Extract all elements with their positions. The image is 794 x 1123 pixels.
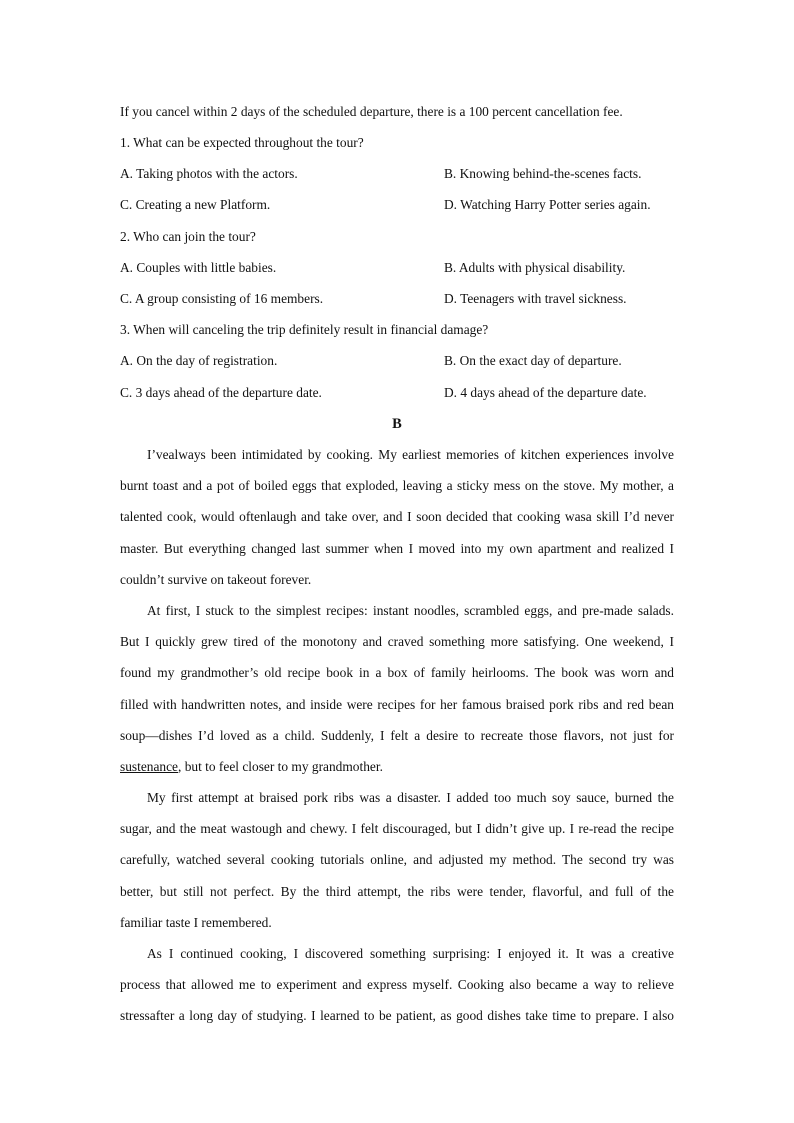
- paragraph-line: process that allowed me to experiment and express myself. Cooking also became a way to relieve: [120, 977, 674, 993]
- paragraph-line: familiar taste I remembered.: [120, 914, 272, 930]
- paragraph-line: stressafter a long day of studying. I learned to be patient, as good dishes take time to prepare. I also: [120, 1008, 674, 1024]
- section-title: B: [392, 416, 402, 432]
- paragraph-line: As I continued cooking, I discovered something surprising: I enjoyed it. It was a creative: [147, 946, 674, 961]
- q1-option-c: C. Creating a new Platform.: [120, 197, 271, 212]
- paragraph-line: But I quickly grew tired of the monotony and craved something more satisfying. One weekend, I: [120, 634, 674, 650]
- question-2: 2. Who can join the tour?: [120, 229, 256, 244]
- q2-option-b: B. Adults with physical disability.: [444, 260, 626, 275]
- paragraph-line: burnt toast and a pot of boiled eggs that exploded, leaving a sticky mess on the stove. My mother, a: [120, 478, 674, 494]
- q2-option-c: C. A group consisting of 16 members.: [120, 291, 324, 306]
- passage-paragraph-2: [120, 603, 674, 790]
- q2-option-a: A. Couples with little babies.: [120, 260, 277, 275]
- q3-option-b: B. On the exact day of departure.: [444, 353, 622, 368]
- paragraph-line: better, but still not perfect. By the third attempt, the ribs were tender, flavorful, and full of the: [120, 883, 674, 899]
- passage-paragraph-4: [120, 946, 674, 1040]
- paragraph-line: soup—dishes I’d loved as a child. Suddenly, I felt a desire to recreate those flavors, not just for: [120, 727, 674, 743]
- paragraph-line-rest: , but to feel closer to my grandmother.: [178, 758, 383, 774]
- q1-option-d: D. Watching Harry Potter series again.: [444, 197, 651, 212]
- passage-paragraph-1: [120, 447, 674, 603]
- paragraph-line: filled with handwritten notes, and inside were recipes for her famous braised pork ribs and red bean: [120, 696, 674, 712]
- paragraph-line: I’vealways been intimidated by cooking. My earliest memories of kitchen experiences involve: [147, 447, 674, 462]
- q3-option-d: D. 4 days ahead of the departure date.: [444, 385, 647, 400]
- passage-paragraph-3: [120, 790, 674, 946]
- paragraph-line: couldn’t survive on takeout forever.: [120, 571, 312, 587]
- question-1: 1. What can be expected throughout the tour?: [120, 135, 364, 150]
- q1-option-a: A. Taking photos with the actors.: [120, 166, 298, 181]
- paragraph-line: master. But everything changed last summer when I moved into my own apartment and realized I: [120, 540, 674, 556]
- underlined-word: sustenance: [120, 758, 179, 774]
- q2-option-d: D. Teenagers with travel sickness.: [444, 291, 627, 306]
- paragraph-line: My first attempt at braised pork ribs was a disaster. I added too much soy sauce, burned the: [147, 790, 674, 805]
- paragraph-line: [120, 759, 674, 790]
- paragraph-line: found my grandmother’s old recipe book in a box of family heirlooms. The book was worn and: [120, 665, 674, 681]
- paragraph-line: carefully, watched several cooking tutorials online, and adjusted my method. The second try was: [120, 852, 674, 868]
- question-3: 3. When will canceling the trip definitely result in financial damage?: [120, 322, 489, 337]
- paragraph-line: At first, I stuck to the simplest recipes: instant noodles, scrambled eggs, and pre-made salads.: [147, 603, 674, 618]
- q3-option-c: C. 3 days ahead of the departure date.: [120, 385, 322, 400]
- paragraph-line: talented cook, would oftenlaugh and take over, and I soon decided that cooking wasa skill I’d never: [120, 509, 674, 525]
- paragraph-line: sugar, and the meat wastough and chewy. I felt discouraged, but I didn’t give up. I re-read the recipe: [120, 821, 674, 837]
- q1-option-b: B. Knowing behind-the-scenes facts.: [444, 166, 642, 181]
- intro-line: If you cancel within 2 days of the scheduled departure, there is a 100 percent cancellation fee.: [120, 104, 623, 119]
- q3-option-a: A. On the day of registration.: [120, 353, 278, 368]
